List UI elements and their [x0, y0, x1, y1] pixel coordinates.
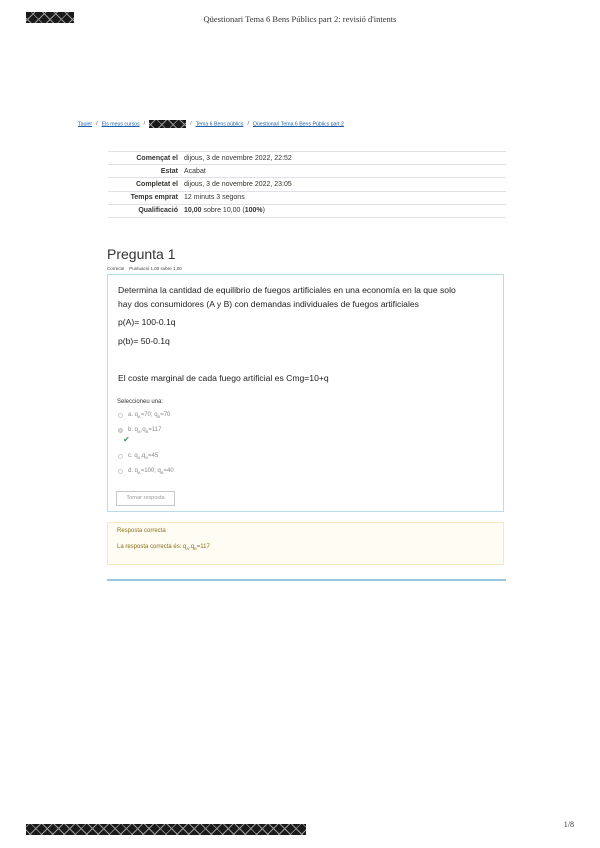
- demand-a: p(A)= 100-0.1q: [118, 317, 176, 327]
- breadcrumb-link-my-courses[interactable]: Els meus cursos: [101, 121, 140, 128]
- breadcrumb-separator: /: [190, 121, 192, 128]
- summary-row-state: [108, 165, 506, 178]
- correct-answer-text: [117, 544, 210, 551]
- correct-answer-end: =117: [196, 544, 210, 550]
- demand-b: p(b)= 50-0.1q: [118, 336, 170, 346]
- grade-rest: sobre 10,00 (: [201, 207, 245, 215]
- question-grade: Puntuació 1,00 sobre 1,00: [129, 266, 182, 271]
- radio-button-selected[interactable]: [118, 428, 123, 433]
- summary-row-completed: [108, 178, 506, 191]
- print-title: Qüestionari Tema 6 Bens Públics part 2: revisió d'intents: [203, 14, 397, 24]
- breadcrumb-separator: /: [247, 121, 249, 128]
- correct-answer-prefix: La resposta correcta és: q: [117, 544, 187, 550]
- subscript-b: B: [194, 546, 197, 552]
- question-content-box: [107, 274, 504, 512]
- correct-check-icon: ✔: [123, 435, 130, 444]
- summary-label: Començat el: [136, 154, 178, 162]
- breadcrumb-separator: /: [143, 121, 146, 128]
- summary-value: [182, 204, 506, 217]
- breadcrumb: [78, 120, 344, 128]
- summary-row-grade: [108, 204, 506, 217]
- breadcrumb-link-quiz[interactable]: Qüestionari Tema 6 Bens Públics part 2: [252, 121, 344, 128]
- answer-option-b[interactable]: [118, 427, 161, 434]
- redacted-url-footer: [26, 824, 306, 835]
- feedback-status: Resposta correcta: [117, 528, 166, 534]
- radio-button[interactable]: [118, 454, 123, 459]
- option-d-label: d. $q_A=100$; $q_B=40$: [128, 468, 174, 476]
- option-b-label: b. $q_A,q_B=117$: [128, 427, 162, 435]
- grade-percent: 100%: [244, 207, 263, 215]
- attempt-summary-table: [108, 151, 506, 218]
- radio-button[interactable]: [118, 413, 123, 418]
- question-state: Correcte: [107, 266, 125, 271]
- redacted-course-name: [149, 120, 186, 128]
- summary-value: Acabat: [184, 167, 206, 175]
- summary-value: 12 minuts 3 segons: [184, 194, 245, 202]
- grade-end: ): [262, 207, 265, 215]
- grade-score: 10,00: [184, 207, 202, 215]
- summary-value: dijous, 3 de novembre 2022, 23:05: [184, 180, 292, 188]
- answer-option-a[interactable]: [118, 412, 170, 419]
- breadcrumb-link-tauler[interactable]: Tauler: [78, 121, 93, 128]
- summary-row-time-taken: [108, 191, 506, 204]
- answer-option-d[interactable]: [118, 468, 174, 475]
- summary-label: Completat el: [135, 180, 178, 188]
- radio-button[interactable]: [118, 469, 123, 474]
- question-divider: [107, 579, 506, 581]
- summary-value: dijous, 3 de novembre 2022, 22:52: [184, 154, 292, 162]
- question-text-line-1: Determina la cantidad de equilibrio de fuegos artificiales en una economía en la que solo: [118, 285, 456, 295]
- subscript-a: A: [186, 546, 190, 552]
- answer-prompt: Seleccioneu una:: [117, 399, 164, 405]
- correct-answer-mid: ,q: [189, 544, 195, 550]
- summary-label: Qualificació: [138, 207, 178, 215]
- check-answer-button[interactable]: Tornar resposta: [116, 491, 175, 506]
- question-title: Pregunta 1: [107, 246, 176, 262]
- answer-option-c[interactable]: [118, 453, 158, 460]
- breadcrumb-separator: /: [96, 121, 98, 128]
- option-c-label: c. $q_A,q_B=45$: [128, 453, 159, 461]
- option-a-label: a. $q_A=70$; $q_B=70$: [128, 412, 171, 420]
- breadcrumb-link-topic[interactable]: Tema 6 Bens públics: [195, 121, 244, 128]
- question-text-line-2: hay dos consumidores (A y B) con demandas individuales de fuegos artificiales: [118, 299, 419, 309]
- question-info: [107, 266, 187, 271]
- marginal-cost: El coste marginal de cada fuego artificial es Cmg=10+q: [118, 373, 329, 383]
- summary-label: Estat: [160, 167, 178, 175]
- summary-label: Temps emprat: [130, 194, 178, 202]
- page-number: 1/8: [563, 820, 574, 829]
- summary-row-started: [108, 152, 506, 165]
